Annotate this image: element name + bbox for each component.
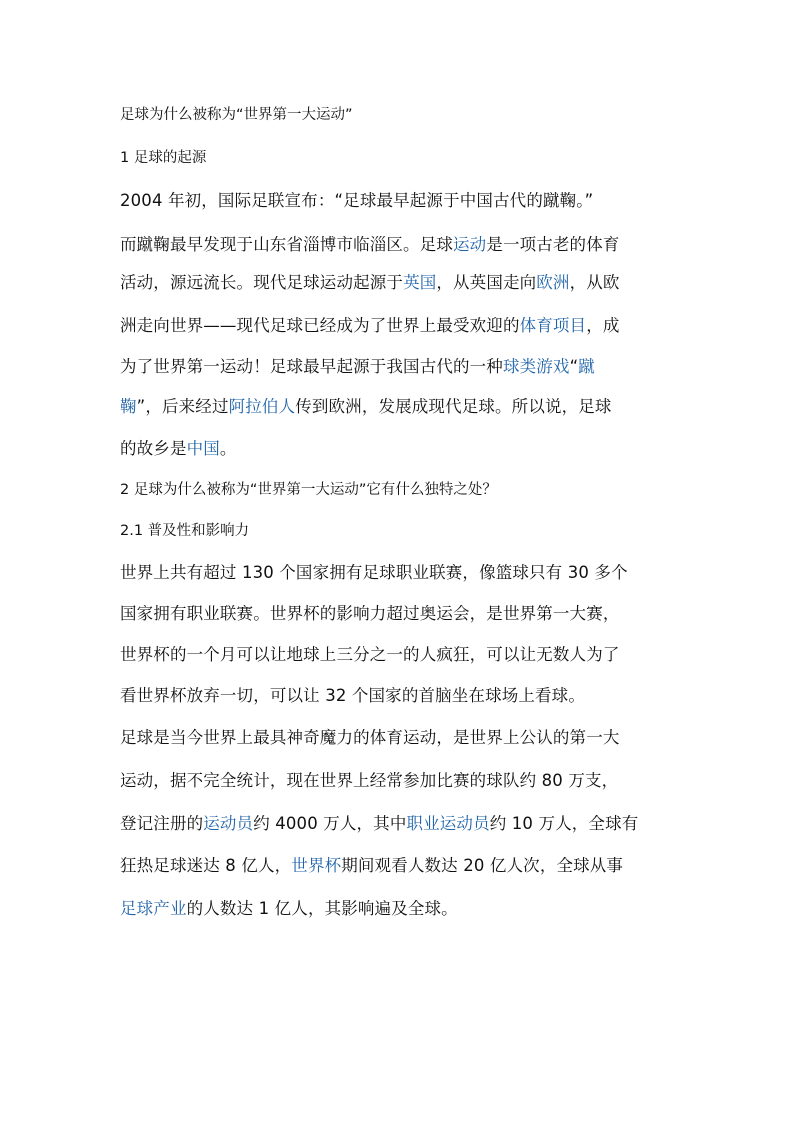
paragraph-line: 足球产业的人数达 1 亿人，其影响遍及全球。: [120, 899, 458, 918]
section-2-1-heading: 2.1 普及性和影响力: [120, 523, 250, 539]
paragraph-line: 狂热足球迷达 8 亿人，世界杯期间观看人数达 20 亿人次，全球从事: [120, 856, 624, 875]
link-zhongguo[interactable]: 中国: [186, 439, 220, 458]
paragraph-line: 世界上共有超过 130 个国家拥有足球职业联赛，像篮球只有 30 多个: [120, 563, 628, 582]
section-2-heading: 2 足球为什么被称为“世界第一大运动”它有什么独特之处？: [120, 482, 497, 498]
paragraph-line: 鞠”，后来经过阿拉伯人传到欧洲，发展成现代足球。所以说，足球: [120, 397, 612, 416]
link-yundongyuan[interactable]: 运动员: [203, 814, 254, 833]
paragraph-line: 洲走向世界——现代足球已经成为了世界上最受欢迎的体育项目，成: [120, 316, 620, 335]
paragraph-line: 足球是当今世界上最具神奇魔力的体育运动，是世界上公认的第一大: [120, 728, 620, 747]
link-zuqiu-chanye[interactable]: 足球产业: [120, 899, 187, 918]
paragraph-line: 国家拥有职业联赛。世界杯的影响力超过奥运会，是世界第一大赛，: [120, 604, 620, 623]
link-cuju-cont[interactable]: 鞠: [120, 397, 137, 416]
link-zhiye-yundongyuan[interactable]: 职业运动员: [406, 814, 490, 833]
link-yundong[interactable]: 运动: [453, 235, 487, 254]
link-shijiebei[interactable]: 世界杯: [291, 856, 342, 875]
link-ouzhou[interactable]: 欧洲: [536, 273, 570, 292]
section-1-heading: 1 足球的起源: [120, 150, 207, 166]
paragraph-line: 运动，据不完全统计，现在世界上经常参加比赛的球队约 80 万支，: [120, 771, 619, 790]
link-alabo-ren[interactable]: 阿拉伯人: [228, 397, 296, 416]
paragraph-line: 活动，源远流长。现代足球运动起源于英国，从英国走向欧洲，从欧: [120, 273, 620, 292]
link-cuju[interactable]: 蹴: [578, 357, 595, 376]
paragraph-line: 看世界杯放弃一切，可以让 32 个国家的首脑坐在球场上看球。: [120, 686, 585, 705]
document-title: 足球为什么被称为“世界第一大运动”: [120, 107, 353, 123]
paragraph-line: 的故乡是中国。: [120, 439, 237, 458]
link-yingguo[interactable]: 英国: [403, 273, 437, 292]
link-tiyu-xiangmu[interactable]: 体育项目: [519, 316, 587, 335]
link-qiulei-youxi[interactable]: 球类游戏: [502, 357, 570, 376]
paragraph-line: 为了世界第一运动！足球最早起源于我国古代的一种球类游戏“蹴: [120, 357, 595, 376]
paragraph-line: 世界杯的一个月可以让地球上三分之一的人疯狂，可以让无数人为了: [120, 645, 620, 664]
paragraph-line: 而蹴鞠最早发现于山东省淄博市临淄区。足球运动是一项古老的体育: [120, 235, 620, 254]
paragraph-line: 登记注册的运动员约 4000 万人，其中职业运动员约 10 万人，全球有: [120, 814, 639, 833]
paragraph-line: 2004 年初，国际足联宣布：“足球最早起源于中国古代的蹴鞠。”: [120, 191, 594, 210]
